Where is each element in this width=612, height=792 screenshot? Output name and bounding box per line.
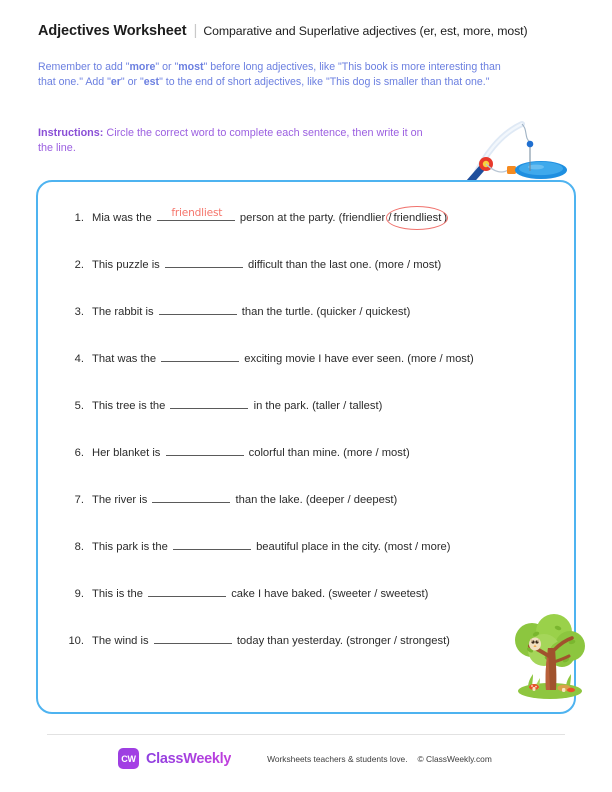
classweekly-logo-icon: CW [118, 748, 139, 769]
question-after: exciting movie I have ever seen. [244, 353, 405, 365]
choice-open: (quicker / quickest) [316, 306, 411, 318]
question-number: 9. [74, 588, 84, 600]
question-text [92, 349, 474, 365]
intro-part-1: Remember to add " [38, 61, 130, 73]
answer-choices[interactable] [343, 447, 410, 459]
question-number: 8. [74, 541, 84, 553]
question-before: Mia was the [92, 212, 152, 224]
answer-choices[interactable] [407, 353, 474, 365]
answer-blank[interactable] [148, 584, 226, 597]
choice-open: (friendlier / [338, 212, 392, 224]
question-after: person at the party. [239, 212, 336, 224]
question-before: This tree is the [92, 400, 166, 412]
answer-blank[interactable] [165, 255, 243, 268]
footer [118, 748, 492, 769]
question-after: beautiful place in the city. [256, 541, 381, 553]
question-after: colorful than mine. [248, 447, 341, 459]
intro-part-4: " or " [120, 76, 144, 89]
question-after: in the park. [253, 400, 309, 412]
answer-choices[interactable] [384, 541, 451, 553]
question-row [60, 208, 558, 255]
question-after: than the lake. [235, 494, 303, 506]
question-number: 6. [74, 447, 84, 459]
worksheet-content-box [36, 180, 576, 714]
choice-close: ) [443, 212, 448, 224]
question-number: 1. [74, 212, 84, 224]
choice-open: (more / most) [343, 447, 410, 459]
page-header [38, 22, 582, 39]
choice-open: (stronger / strongest) [346, 635, 450, 647]
question-text [92, 537, 451, 553]
answer-blank[interactable] [166, 443, 244, 456]
handwritten-answer: friendliest [171, 207, 223, 219]
choice-open: (more / most) [407, 353, 474, 365]
answer-choices[interactable] [339, 212, 447, 224]
brand-name: ClassWeekly [146, 750, 232, 767]
question-row [60, 537, 558, 584]
question-row [60, 349, 558, 396]
question-text [92, 255, 441, 271]
answer-blank[interactable] [159, 302, 237, 315]
question-text [92, 490, 397, 506]
question-before: The rabbit is [92, 306, 154, 318]
intro-bold-most: most [178, 61, 204, 73]
question-row [60, 396, 558, 443]
instructions-label: Instructions: [38, 127, 104, 139]
title-separator: | [193, 22, 198, 39]
answer-blank[interactable] [157, 208, 235, 221]
question-row [60, 302, 558, 349]
choice-open: (sweeter / sweetest) [328, 588, 429, 600]
question-before: This park is the [92, 541, 168, 553]
question-before: This is the [92, 588, 143, 600]
answer-choices[interactable] [346, 635, 450, 647]
intro-bold-more: more [129, 61, 156, 73]
question-row [60, 631, 558, 678]
answer-blank[interactable] [170, 396, 248, 409]
question-after: difficult than the last one. [248, 259, 372, 271]
question-number: 7. [74, 494, 84, 506]
answer-blank[interactable] [161, 349, 239, 362]
question-after: than the turtle. [241, 306, 314, 318]
question-row [60, 443, 558, 490]
page-subtitle: Comparative and Superlative adjectives (er, est, more, most) [203, 24, 528, 38]
answer-choices[interactable] [328, 588, 428, 600]
choice-open: (most / more) [383, 541, 451, 553]
intro-part-2: " or " [155, 61, 179, 73]
intro-bold-est: est [143, 76, 160, 89]
question-text [92, 208, 447, 224]
intro-part-3: " before long adjectives, like "This book is more interesting than that one." Add " [38, 61, 501, 89]
question-text [92, 443, 410, 459]
answer-choices[interactable] [306, 494, 397, 506]
answer-choices[interactable] [375, 259, 442, 271]
question-before: The river is [92, 494, 148, 506]
answer-blank[interactable] [173, 537, 251, 550]
intro-bold-er: er [110, 76, 121, 89]
question-number: 5. [74, 400, 84, 412]
question-number: 2. [74, 259, 84, 271]
question-before: Her blanket is [92, 447, 161, 459]
question-text [92, 631, 450, 647]
question-row [60, 584, 558, 631]
question-text [92, 584, 428, 600]
instructions-text: Circle the correct word to complete each sentence, then write it on the line. [38, 127, 423, 155]
choice-open: (more / most) [374, 259, 442, 271]
tree-illustration [502, 614, 598, 700]
question-before: The wind is [92, 635, 149, 647]
circled-choice[interactable]: friendliest [393, 212, 442, 224]
question-text [92, 302, 410, 318]
question-before: This puzzle is [92, 259, 160, 271]
question-text [92, 396, 382, 412]
footer-tagline: Worksheets teachers & students love. [267, 753, 408, 764]
fishing-rod-illustration [462, 116, 580, 184]
intro-part-5: " to the end of short adjectives, like "This dog is smaller than that one." [159, 76, 490, 89]
footer-copyright: © ClassWeekly.com [417, 753, 492, 764]
answer-choices[interactable] [316, 306, 410, 318]
question-list [60, 208, 558, 678]
question-number: 4. [74, 353, 84, 365]
choice-open: (taller / tallest) [312, 400, 383, 412]
choice-open: (deeper / deepest) [305, 494, 398, 506]
question-after: cake I have baked. [231, 588, 326, 600]
question-row [60, 255, 558, 302]
instructions-block [38, 126, 438, 157]
answer-blank[interactable] [152, 490, 230, 503]
page-title: Adjectives Worksheet [38, 23, 187, 39]
question-number: 10. [68, 635, 84, 647]
answer-blank[interactable] [154, 631, 232, 644]
answer-choices[interactable] [312, 400, 382, 412]
question-row [60, 490, 558, 537]
footer-divider [47, 734, 565, 735]
question-before: That was the [92, 353, 157, 365]
question-number: 3. [74, 306, 84, 318]
intro-note [38, 60, 508, 90]
question-after: today than yesterday. [236, 635, 343, 647]
